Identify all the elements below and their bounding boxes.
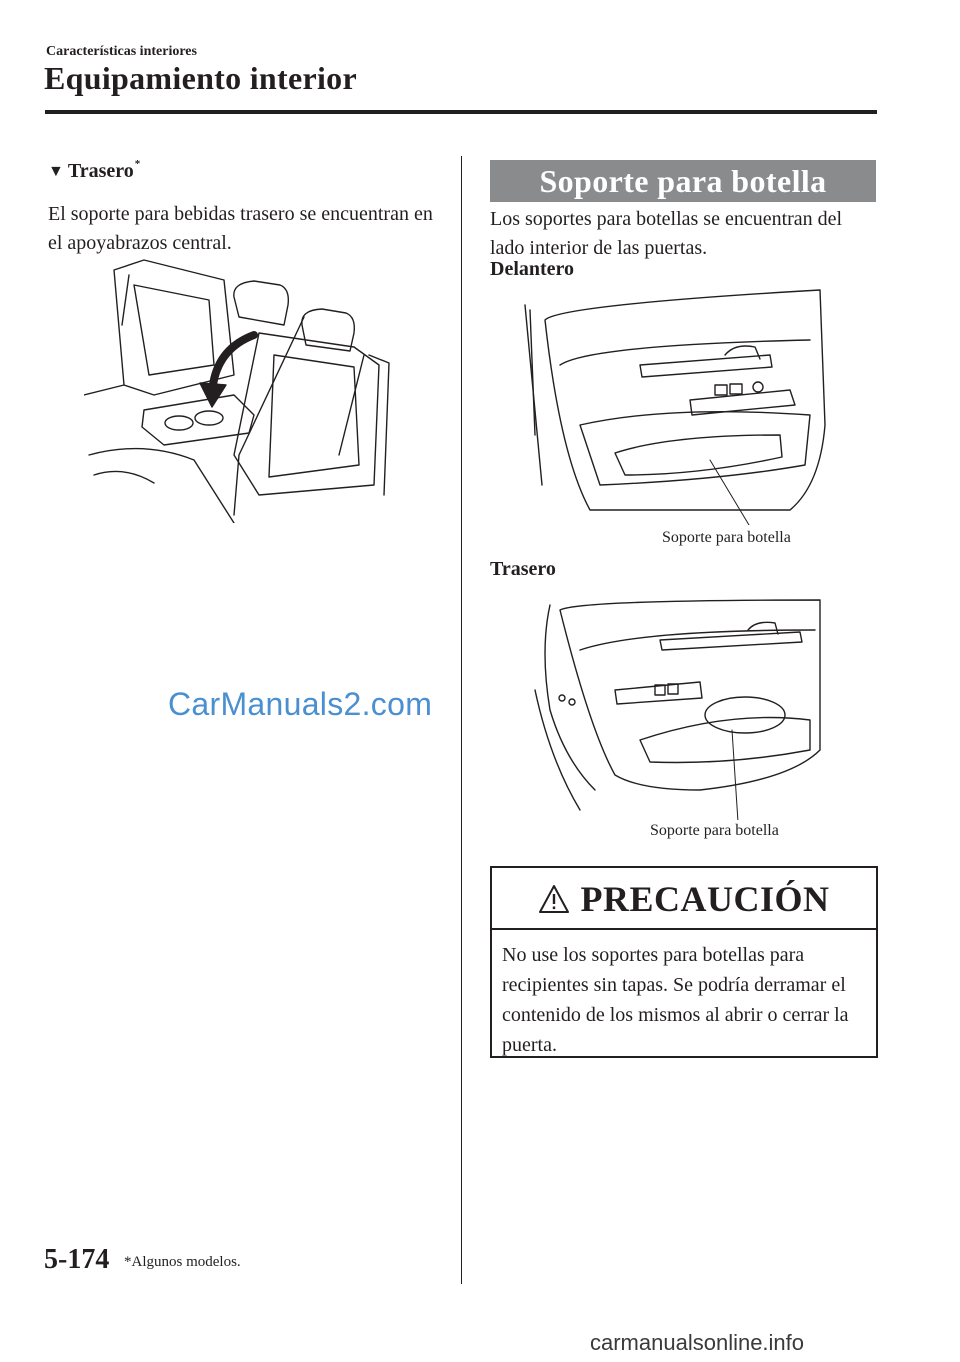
rear-label: Trasero — [490, 558, 556, 580]
rear-cupholder-paragraph: El soporte para bebidas trasero se encuentran en el apoyabrazos central. — [48, 203, 433, 254]
watermark-text: CarManuals2.com — [168, 686, 433, 722]
caution-text: No use los soportes para botellas para recipientes sin tapas. Se podría derramar el contenido de los mismos al abrir o cerrar la puerta. — [502, 944, 849, 1056]
rear-armrest-illustration — [84, 255, 404, 523]
column-divider — [461, 156, 462, 1284]
subsection-title: Trasero — [67, 160, 134, 182]
site-watermark: carmanualsonline.info — [590, 1330, 805, 1355]
header-divider — [45, 110, 877, 114]
warning-triangle-icon — [538, 884, 570, 914]
down-triangle-icon: ▼ — [48, 163, 64, 180]
front-bottle-holder-callout: Soporte para botella — [662, 529, 791, 546]
page-title: Equipamiento interior — [44, 60, 357, 96]
front-label: Delantero — [490, 258, 575, 280]
page-number: 5-174 — [44, 1244, 110, 1275]
rear-bottle-holder-callout: Soporte para botella — [650, 822, 779, 839]
caution-box — [490, 866, 878, 1058]
front-door-illustration — [520, 285, 840, 525]
breadcrumb: Características interiores — [46, 44, 197, 59]
rear-door-illustration — [520, 590, 840, 820]
footnote: *Algunos modelos. — [124, 1254, 241, 1270]
caution-divider — [492, 928, 876, 930]
subsection-heading — [48, 160, 140, 183]
footnote-marker: * — [134, 158, 141, 170]
section-banner: Soporte para botella — [490, 160, 876, 202]
caution-header — [492, 868, 876, 930]
bottle-holder-paragraph: Los soportes para botellas se encuentran del lado interior de las puertas. — [490, 208, 843, 259]
caution-title: PRECAUCIÓN — [580, 879, 830, 919]
